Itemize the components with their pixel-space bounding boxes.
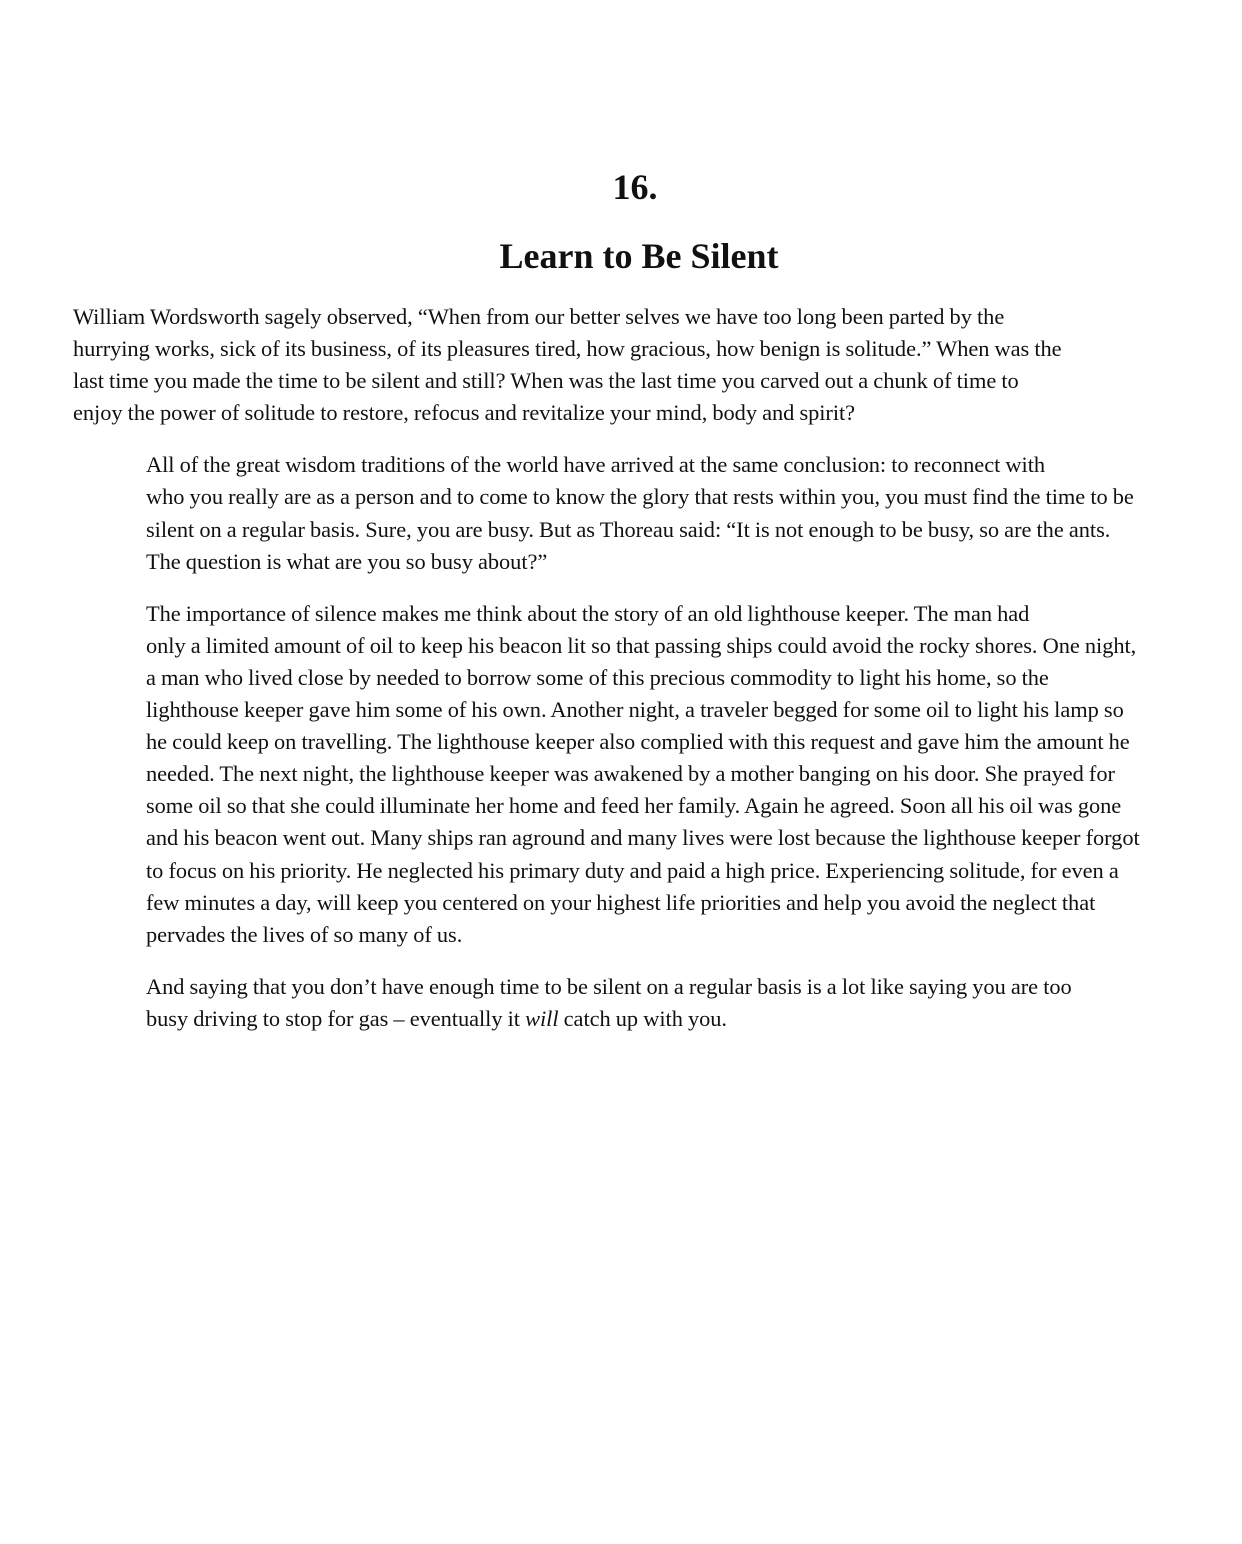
text-line: he could keep on travelling. The lighthouse keeper also complied with this request and gave him the amount he (146, 729, 1130, 755)
text-line: lighthouse keeper gave him some of his own. Another night, a traveler begged for some oil to light his lamp so (146, 697, 1124, 723)
chapter-title: Learn to Be Silent (499, 236, 779, 276)
text-line (73, 1003, 1178, 1035)
text-line: silent on a regular basis. Sure, you are busy. But as Thoreau said: “It is not enough to be busy, so are the ants. (146, 516, 1111, 542)
paragraph-stop-for-gas (73, 971, 1178, 1035)
paragraph-wisdom-traditions (73, 449, 1178, 577)
text-line: And saying that you don’t have enough time to be silent on a regular basis is a lot like saying you are too (146, 973, 1072, 999)
text-line: to focus on his priority. He neglected his primary duty and paid a high price. Experiencing solitude, for even a (146, 857, 1119, 883)
text-line: a man who lived close by needed to borrow some of this precious commodity to light his home, so the (146, 664, 1049, 690)
text-segment: busy driving to stop for gas – eventually it (146, 1005, 526, 1031)
text-line: enjoy the power of solitude to restore, refocus and revitalize your mind, body and spirit? (73, 400, 856, 426)
text-segment: catch up with you. (558, 1005, 727, 1031)
text-line: hurrying works, sick of its business, of its pleasures tired, how gracious, how benign is solitude.” When was the (73, 336, 1062, 362)
text-line: William Wordsworth sagely observed, “When from our better selves we have too long been parted by the (73, 304, 1005, 329)
text-line: The question is what are you so busy about?” (146, 548, 548, 574)
emphasis-will: will (525, 1005, 559, 1031)
text-line: All of the great wisdom traditions of the world have arrived at the same conclusion: to reconnect with (146, 452, 1046, 478)
text-line: few minutes a day, will keep you centered on your highest life priorities and help you avoid the neglect that (146, 889, 1096, 915)
text-line: The importance of silence makes me think about the story of an old lighthouse keeper. The man had (146, 600, 1030, 626)
text-line: last time you made the time to be silent and still? When was the last time you carved out a chunk of time to (73, 368, 1019, 394)
paragraph-wordsworth (73, 301, 1178, 429)
chapter-body (73, 301, 1178, 1055)
text-line: pervades the lives of so many of us. (146, 921, 463, 947)
paragraph-lighthouse-keeper (73, 598, 1178, 951)
text-line: some oil so that she could illuminate her home and feed her family. Again he agreed. Soon all his oil was gone (146, 793, 1122, 819)
text-line: and his beacon went out. Many ships ran aground and many lives were lost because the lighthouse keeper forgot (146, 825, 1140, 851)
text-line: who you really are as a person and to come to know the glory that rests within you, you must find the time to be (146, 484, 1134, 510)
text-line: only a limited amount of oil to keep his beacon lit so that passing ships could avoid the rocky shores. One night, (146, 632, 1137, 658)
chapter-number: 16. (612, 167, 658, 207)
text-line: needed. The next night, the lighthouse keeper was awakened by a mother banging on his door. She prayed for (146, 761, 1115, 787)
